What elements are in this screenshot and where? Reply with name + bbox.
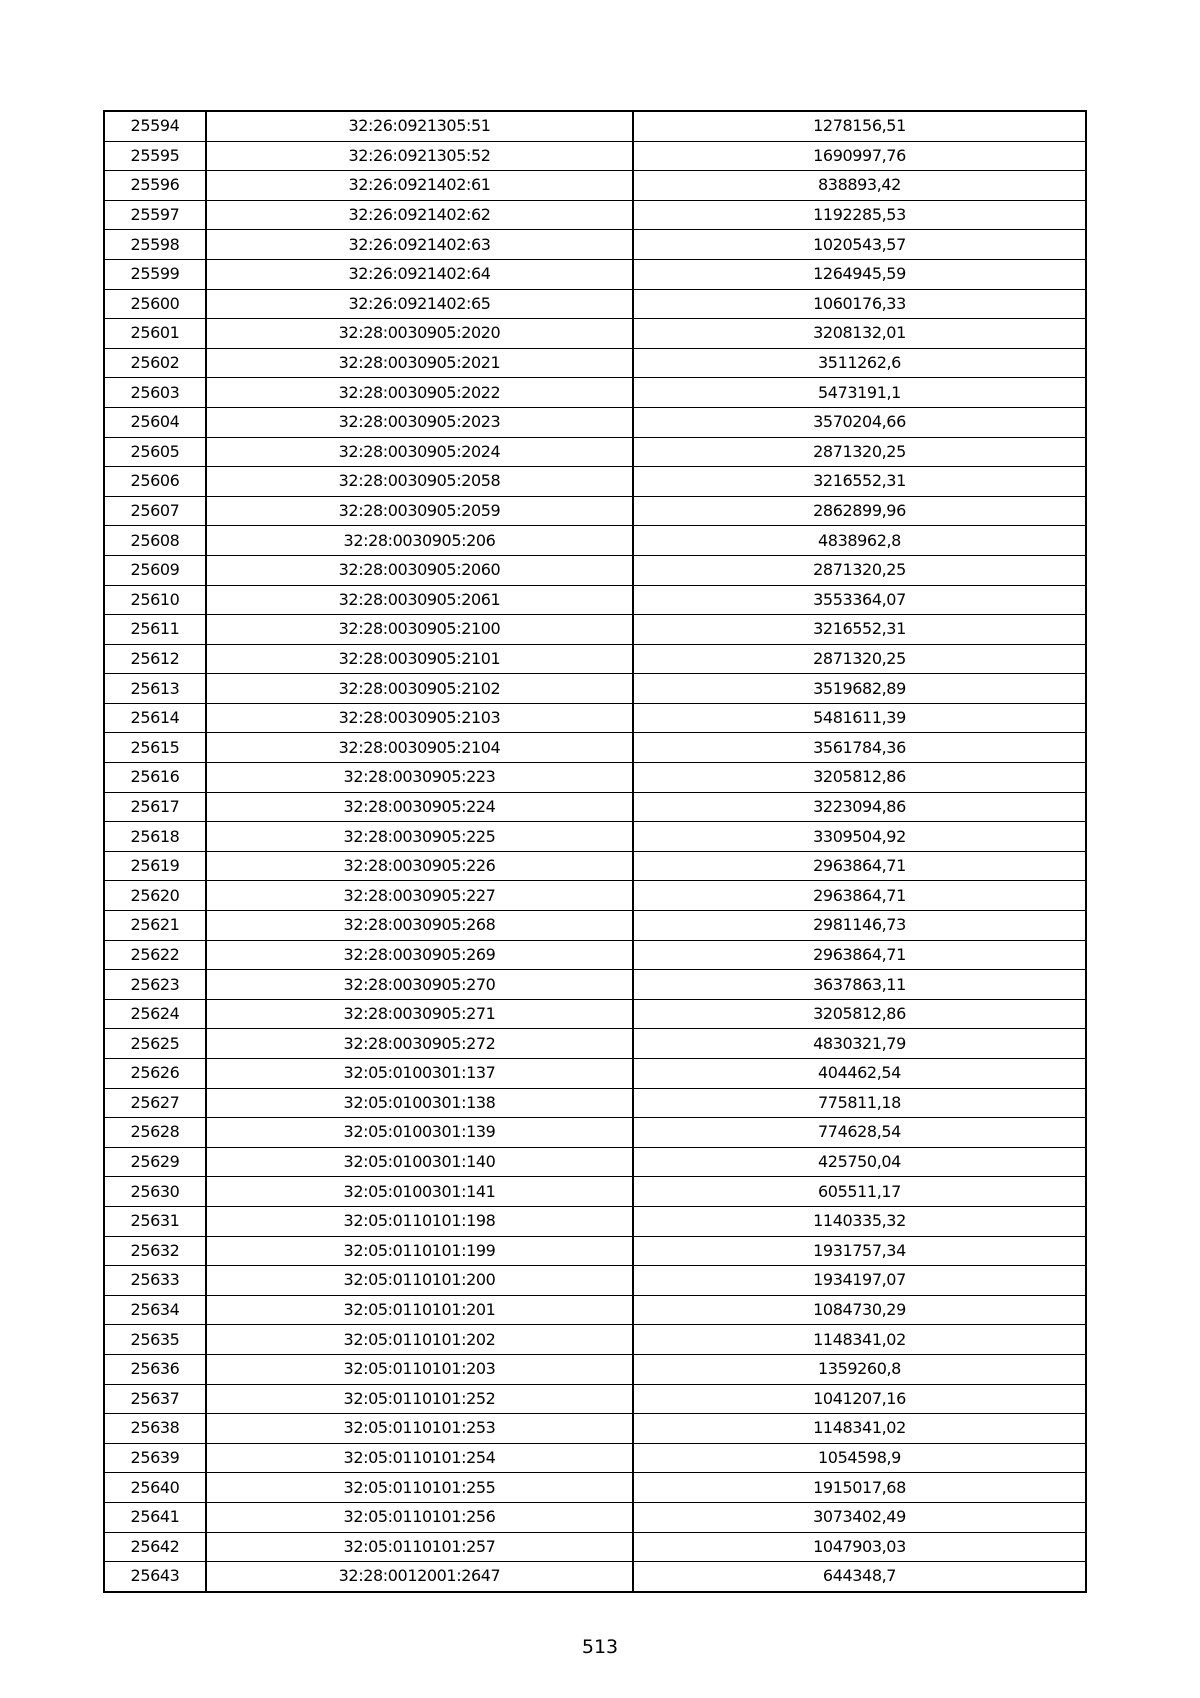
table-row — [104, 467, 1086, 497]
table-row — [104, 319, 1086, 349]
table-row — [104, 437, 1086, 467]
cadastral-number-cell: 32:28:0030905:206 — [206, 526, 633, 556]
cadastral-number-cell: 32:26:0921402:65 — [206, 289, 633, 319]
cadastral-number-cell: 32:26:0921305:52 — [206, 141, 633, 171]
row-index-cell: 25643 — [104, 1562, 206, 1592]
table-row — [104, 230, 1086, 260]
cadastral-value-cell: 2871320,25 — [633, 644, 1086, 674]
cadastral-number-cell: 32:05:0110101:199 — [206, 1236, 633, 1266]
table-row — [104, 1206, 1086, 1236]
cadastral-value-cell: 1084730,29 — [633, 1295, 1086, 1325]
table-row — [104, 1266, 1086, 1296]
row-index-cell: 25637 — [104, 1384, 206, 1414]
table-row — [104, 526, 1086, 556]
cadastral-value-cell: 1192285,53 — [633, 200, 1086, 230]
cadastral-value-cell: 1931757,34 — [633, 1236, 1086, 1266]
cadastral-value-cell: 4838962,8 — [633, 526, 1086, 556]
cadastral-value-cell: 2981146,73 — [633, 911, 1086, 941]
row-index-cell: 25630 — [104, 1177, 206, 1207]
cadastral-value-cell: 3561784,36 — [633, 733, 1086, 763]
cadastral-value-cell: 425750,04 — [633, 1147, 1086, 1177]
table-row — [104, 644, 1086, 674]
cadastral-number-cell: 32:28:0030905:227 — [206, 881, 633, 911]
cadastral-value-cell: 3309504,92 — [633, 822, 1086, 852]
table-body — [104, 111, 1086, 1592]
cadastral-value-cell: 1690997,76 — [633, 141, 1086, 171]
row-index-cell: 25639 — [104, 1443, 206, 1473]
cadastral-value-cell: 1020543,57 — [633, 230, 1086, 260]
cadastral-value-cell: 1278156,51 — [633, 111, 1086, 141]
cadastral-value-cell: 3511262,6 — [633, 348, 1086, 378]
cadastral-number-cell: 32:05:0110101:202 — [206, 1325, 633, 1355]
table-row — [104, 141, 1086, 171]
table-row — [104, 407, 1086, 437]
cadastral-value-table — [103, 110, 1087, 1593]
row-index-cell: 25626 — [104, 1059, 206, 1089]
cadastral-number-cell: 32:05:0100301:138 — [206, 1088, 633, 1118]
cadastral-value-cell: 3637863,11 — [633, 970, 1086, 1000]
table-row — [104, 1325, 1086, 1355]
cadastral-number-cell: 32:28:0012001:2647 — [206, 1562, 633, 1592]
table-row — [104, 378, 1086, 408]
cadastral-number-cell: 32:28:0030905:2061 — [206, 585, 633, 615]
table-row — [104, 851, 1086, 881]
cadastral-number-cell: 32:05:0110101:198 — [206, 1206, 633, 1236]
row-index-cell: 25619 — [104, 851, 206, 881]
row-index-cell: 25604 — [104, 407, 206, 437]
row-index-cell: 25598 — [104, 230, 206, 260]
cadastral-value-cell: 3205812,86 — [633, 763, 1086, 793]
cadastral-number-cell: 32:05:0100301:140 — [206, 1147, 633, 1177]
table-row — [104, 171, 1086, 201]
row-index-cell: 25600 — [104, 289, 206, 319]
cadastral-value-cell: 2871320,25 — [633, 437, 1086, 467]
cadastral-number-cell: 32:28:0030905:2058 — [206, 467, 633, 497]
cadastral-value-cell: 838893,42 — [633, 171, 1086, 201]
row-index-cell: 25607 — [104, 496, 206, 526]
table-row — [104, 348, 1086, 378]
table-row — [104, 763, 1086, 793]
table-row — [104, 1029, 1086, 1059]
row-index-cell: 25610 — [104, 585, 206, 615]
cadastral-value-cell: 3208132,01 — [633, 319, 1086, 349]
table-row — [104, 999, 1086, 1029]
cadastral-value-cell: 2871320,25 — [633, 555, 1086, 585]
row-index-cell: 25635 — [104, 1325, 206, 1355]
table-row — [104, 1384, 1086, 1414]
cadastral-value-cell: 4830321,79 — [633, 1029, 1086, 1059]
row-index-cell: 25611 — [104, 615, 206, 645]
cadastral-number-cell: 32:28:0030905:2103 — [206, 703, 633, 733]
cadastral-number-cell: 32:05:0110101:252 — [206, 1384, 633, 1414]
cadastral-value-cell: 2963864,71 — [633, 940, 1086, 970]
row-index-cell: 25640 — [104, 1473, 206, 1503]
cadastral-value-cell: 1054598,9 — [633, 1443, 1086, 1473]
cadastral-value-cell: 3205812,86 — [633, 999, 1086, 1029]
cadastral-number-cell: 32:05:0110101:255 — [206, 1473, 633, 1503]
cadastral-number-cell: 32:28:0030905:2020 — [206, 319, 633, 349]
table-row — [104, 111, 1086, 141]
cadastral-number-cell: 32:28:0030905:224 — [206, 792, 633, 822]
cadastral-value-cell: 3553364,07 — [633, 585, 1086, 615]
cadastral-number-cell: 32:28:0030905:226 — [206, 851, 633, 881]
cadastral-value-cell: 3216552,31 — [633, 615, 1086, 645]
row-index-cell: 25609 — [104, 555, 206, 585]
cadastral-value-cell: 605511,17 — [633, 1177, 1086, 1207]
row-index-cell: 25617 — [104, 792, 206, 822]
cadastral-number-cell: 32:26:0921402:63 — [206, 230, 633, 260]
row-index-cell: 25599 — [104, 259, 206, 289]
cadastral-number-cell: 32:28:0030905:270 — [206, 970, 633, 1000]
cadastral-value-cell: 1934197,07 — [633, 1266, 1086, 1296]
table-row — [104, 1147, 1086, 1177]
table-row — [104, 940, 1086, 970]
cadastral-value-cell: 2963864,71 — [633, 851, 1086, 881]
row-index-cell: 25642 — [104, 1532, 206, 1562]
row-index-cell: 25629 — [104, 1147, 206, 1177]
row-index-cell: 25612 — [104, 644, 206, 674]
table-row — [104, 822, 1086, 852]
table-row — [104, 1088, 1086, 1118]
cadastral-number-cell: 32:26:0921402:62 — [206, 200, 633, 230]
table-row — [104, 496, 1086, 526]
cadastral-number-cell: 32:05:0110101:253 — [206, 1414, 633, 1444]
cadastral-number-cell: 32:05:0100301:141 — [206, 1177, 633, 1207]
page-number: 513 — [581, 1636, 619, 1658]
table-row — [104, 555, 1086, 585]
table-row — [104, 703, 1086, 733]
cadastral-number-cell: 32:28:0030905:2059 — [206, 496, 633, 526]
cadastral-number-cell: 32:05:0110101:200 — [206, 1266, 633, 1296]
cadastral-number-cell: 32:28:0030905:271 — [206, 999, 633, 1029]
table-row — [104, 1443, 1086, 1473]
table-row — [104, 1414, 1086, 1444]
cadastral-value-cell: 5473191,1 — [633, 378, 1086, 408]
cadastral-value-cell: 1047903,03 — [633, 1532, 1086, 1562]
table-row — [104, 733, 1086, 763]
cadastral-value-cell: 1148341,02 — [633, 1325, 1086, 1355]
cadastral-number-cell: 32:28:0030905:269 — [206, 940, 633, 970]
cadastral-number-cell: 32:05:0110101:254 — [206, 1443, 633, 1473]
cadastral-number-cell: 32:28:0030905:225 — [206, 822, 633, 852]
cadastral-value-cell: 644348,7 — [633, 1562, 1086, 1592]
cadastral-number-cell: 32:26:0921402:61 — [206, 171, 633, 201]
cadastral-value-cell: 1915017,68 — [633, 1473, 1086, 1503]
table-row — [104, 1532, 1086, 1562]
cadastral-value-cell: 1148341,02 — [633, 1414, 1086, 1444]
table-row — [104, 289, 1086, 319]
table-row — [104, 881, 1086, 911]
row-index-cell: 25608 — [104, 526, 206, 556]
cadastral-value-cell: 1264945,59 — [633, 259, 1086, 289]
cadastral-value-cell: 1359260,8 — [633, 1354, 1086, 1384]
cadastral-number-cell: 32:28:0030905:2101 — [206, 644, 633, 674]
cadastral-value-cell: 3216552,31 — [633, 467, 1086, 497]
row-index-cell: 25623 — [104, 970, 206, 1000]
table-row — [104, 1059, 1086, 1089]
cadastral-number-cell: 32:28:0030905:272 — [206, 1029, 633, 1059]
table-row — [104, 792, 1086, 822]
row-index-cell: 25613 — [104, 674, 206, 704]
row-index-cell: 25633 — [104, 1266, 206, 1296]
table-row — [104, 615, 1086, 645]
cadastral-value-cell: 2963864,71 — [633, 881, 1086, 911]
table-row — [104, 1118, 1086, 1148]
cadastral-number-cell: 32:05:0110101:203 — [206, 1354, 633, 1384]
cadastral-number-cell: 32:26:0921305:51 — [206, 111, 633, 141]
table-row — [104, 911, 1086, 941]
cadastral-number-cell: 32:28:0030905:2060 — [206, 555, 633, 585]
row-index-cell: 25628 — [104, 1118, 206, 1148]
row-index-cell: 25638 — [104, 1414, 206, 1444]
cadastral-number-cell: 32:26:0921402:64 — [206, 259, 633, 289]
cadastral-value-cell: 5481611,39 — [633, 703, 1086, 733]
table-row — [104, 1177, 1086, 1207]
cadastral-value-cell: 3519682,89 — [633, 674, 1086, 704]
cadastral-number-cell: 32:05:0100301:137 — [206, 1059, 633, 1089]
row-index-cell: 25634 — [104, 1295, 206, 1325]
cadastral-value-cell: 775811,18 — [633, 1088, 1086, 1118]
table-row — [104, 585, 1086, 615]
row-index-cell: 25615 — [104, 733, 206, 763]
cadastral-value-cell: 1060176,33 — [633, 289, 1086, 319]
row-index-cell: 25620 — [104, 881, 206, 911]
cadastral-value-cell: 774628,54 — [633, 1118, 1086, 1148]
cadastral-number-cell: 32:28:0030905:2102 — [206, 674, 633, 704]
cadastral-number-cell: 32:05:0110101:256 — [206, 1502, 633, 1532]
row-index-cell: 25594 — [104, 111, 206, 141]
cadastral-number-cell: 32:28:0030905:2024 — [206, 437, 633, 467]
cadastral-value-cell: 2862899,96 — [633, 496, 1086, 526]
row-index-cell: 25606 — [104, 467, 206, 497]
cadastral-number-cell: 32:28:0030905:2100 — [206, 615, 633, 645]
cadastral-number-cell: 32:05:0100301:139 — [206, 1118, 633, 1148]
cadastral-number-cell: 32:05:0110101:201 — [206, 1295, 633, 1325]
row-index-cell: 25616 — [104, 763, 206, 793]
row-index-cell: 25631 — [104, 1206, 206, 1236]
row-index-cell: 25624 — [104, 999, 206, 1029]
row-index-cell: 25618 — [104, 822, 206, 852]
cadastral-value-cell: 3073402,49 — [633, 1502, 1086, 1532]
table-row — [104, 1354, 1086, 1384]
row-index-cell: 25605 — [104, 437, 206, 467]
row-index-cell: 25622 — [104, 940, 206, 970]
table-row — [104, 1236, 1086, 1266]
row-index-cell: 25636 — [104, 1354, 206, 1384]
table-row — [104, 674, 1086, 704]
row-index-cell: 25641 — [104, 1502, 206, 1532]
row-index-cell: 25621 — [104, 911, 206, 941]
cadastral-value-cell: 3570204,66 — [633, 407, 1086, 437]
cadastral-number-cell: 32:28:0030905:2021 — [206, 348, 633, 378]
row-index-cell: 25625 — [104, 1029, 206, 1059]
table-row — [104, 970, 1086, 1000]
row-index-cell: 25595 — [104, 141, 206, 171]
row-index-cell: 25602 — [104, 348, 206, 378]
row-index-cell: 25601 — [104, 319, 206, 349]
table-row — [104, 1473, 1086, 1503]
cadastral-number-cell: 32:28:0030905:268 — [206, 911, 633, 941]
cadastral-value-cell: 1140335,32 — [633, 1206, 1086, 1236]
table-row — [104, 200, 1086, 230]
row-index-cell: 25597 — [104, 200, 206, 230]
row-index-cell: 25627 — [104, 1088, 206, 1118]
cadastral-value-cell: 3223094,86 — [633, 792, 1086, 822]
cadastral-number-cell: 32:28:0030905:2104 — [206, 733, 633, 763]
table-row — [104, 1562, 1086, 1592]
table-row — [104, 259, 1086, 289]
row-index-cell: 25632 — [104, 1236, 206, 1266]
cadastral-number-cell: 32:28:0030905:2023 — [206, 407, 633, 437]
row-index-cell: 25614 — [104, 703, 206, 733]
cadastral-number-cell: 32:28:0030905:2022 — [206, 378, 633, 408]
table-row — [104, 1295, 1086, 1325]
cadastral-value-cell: 1041207,16 — [633, 1384, 1086, 1414]
table-row — [104, 1502, 1086, 1532]
cadastral-number-cell: 32:05:0110101:257 — [206, 1532, 633, 1562]
row-index-cell: 25596 — [104, 171, 206, 201]
row-index-cell: 25603 — [104, 378, 206, 408]
cadastral-number-cell: 32:28:0030905:223 — [206, 763, 633, 793]
cadastral-value-cell: 404462,54 — [633, 1059, 1086, 1089]
